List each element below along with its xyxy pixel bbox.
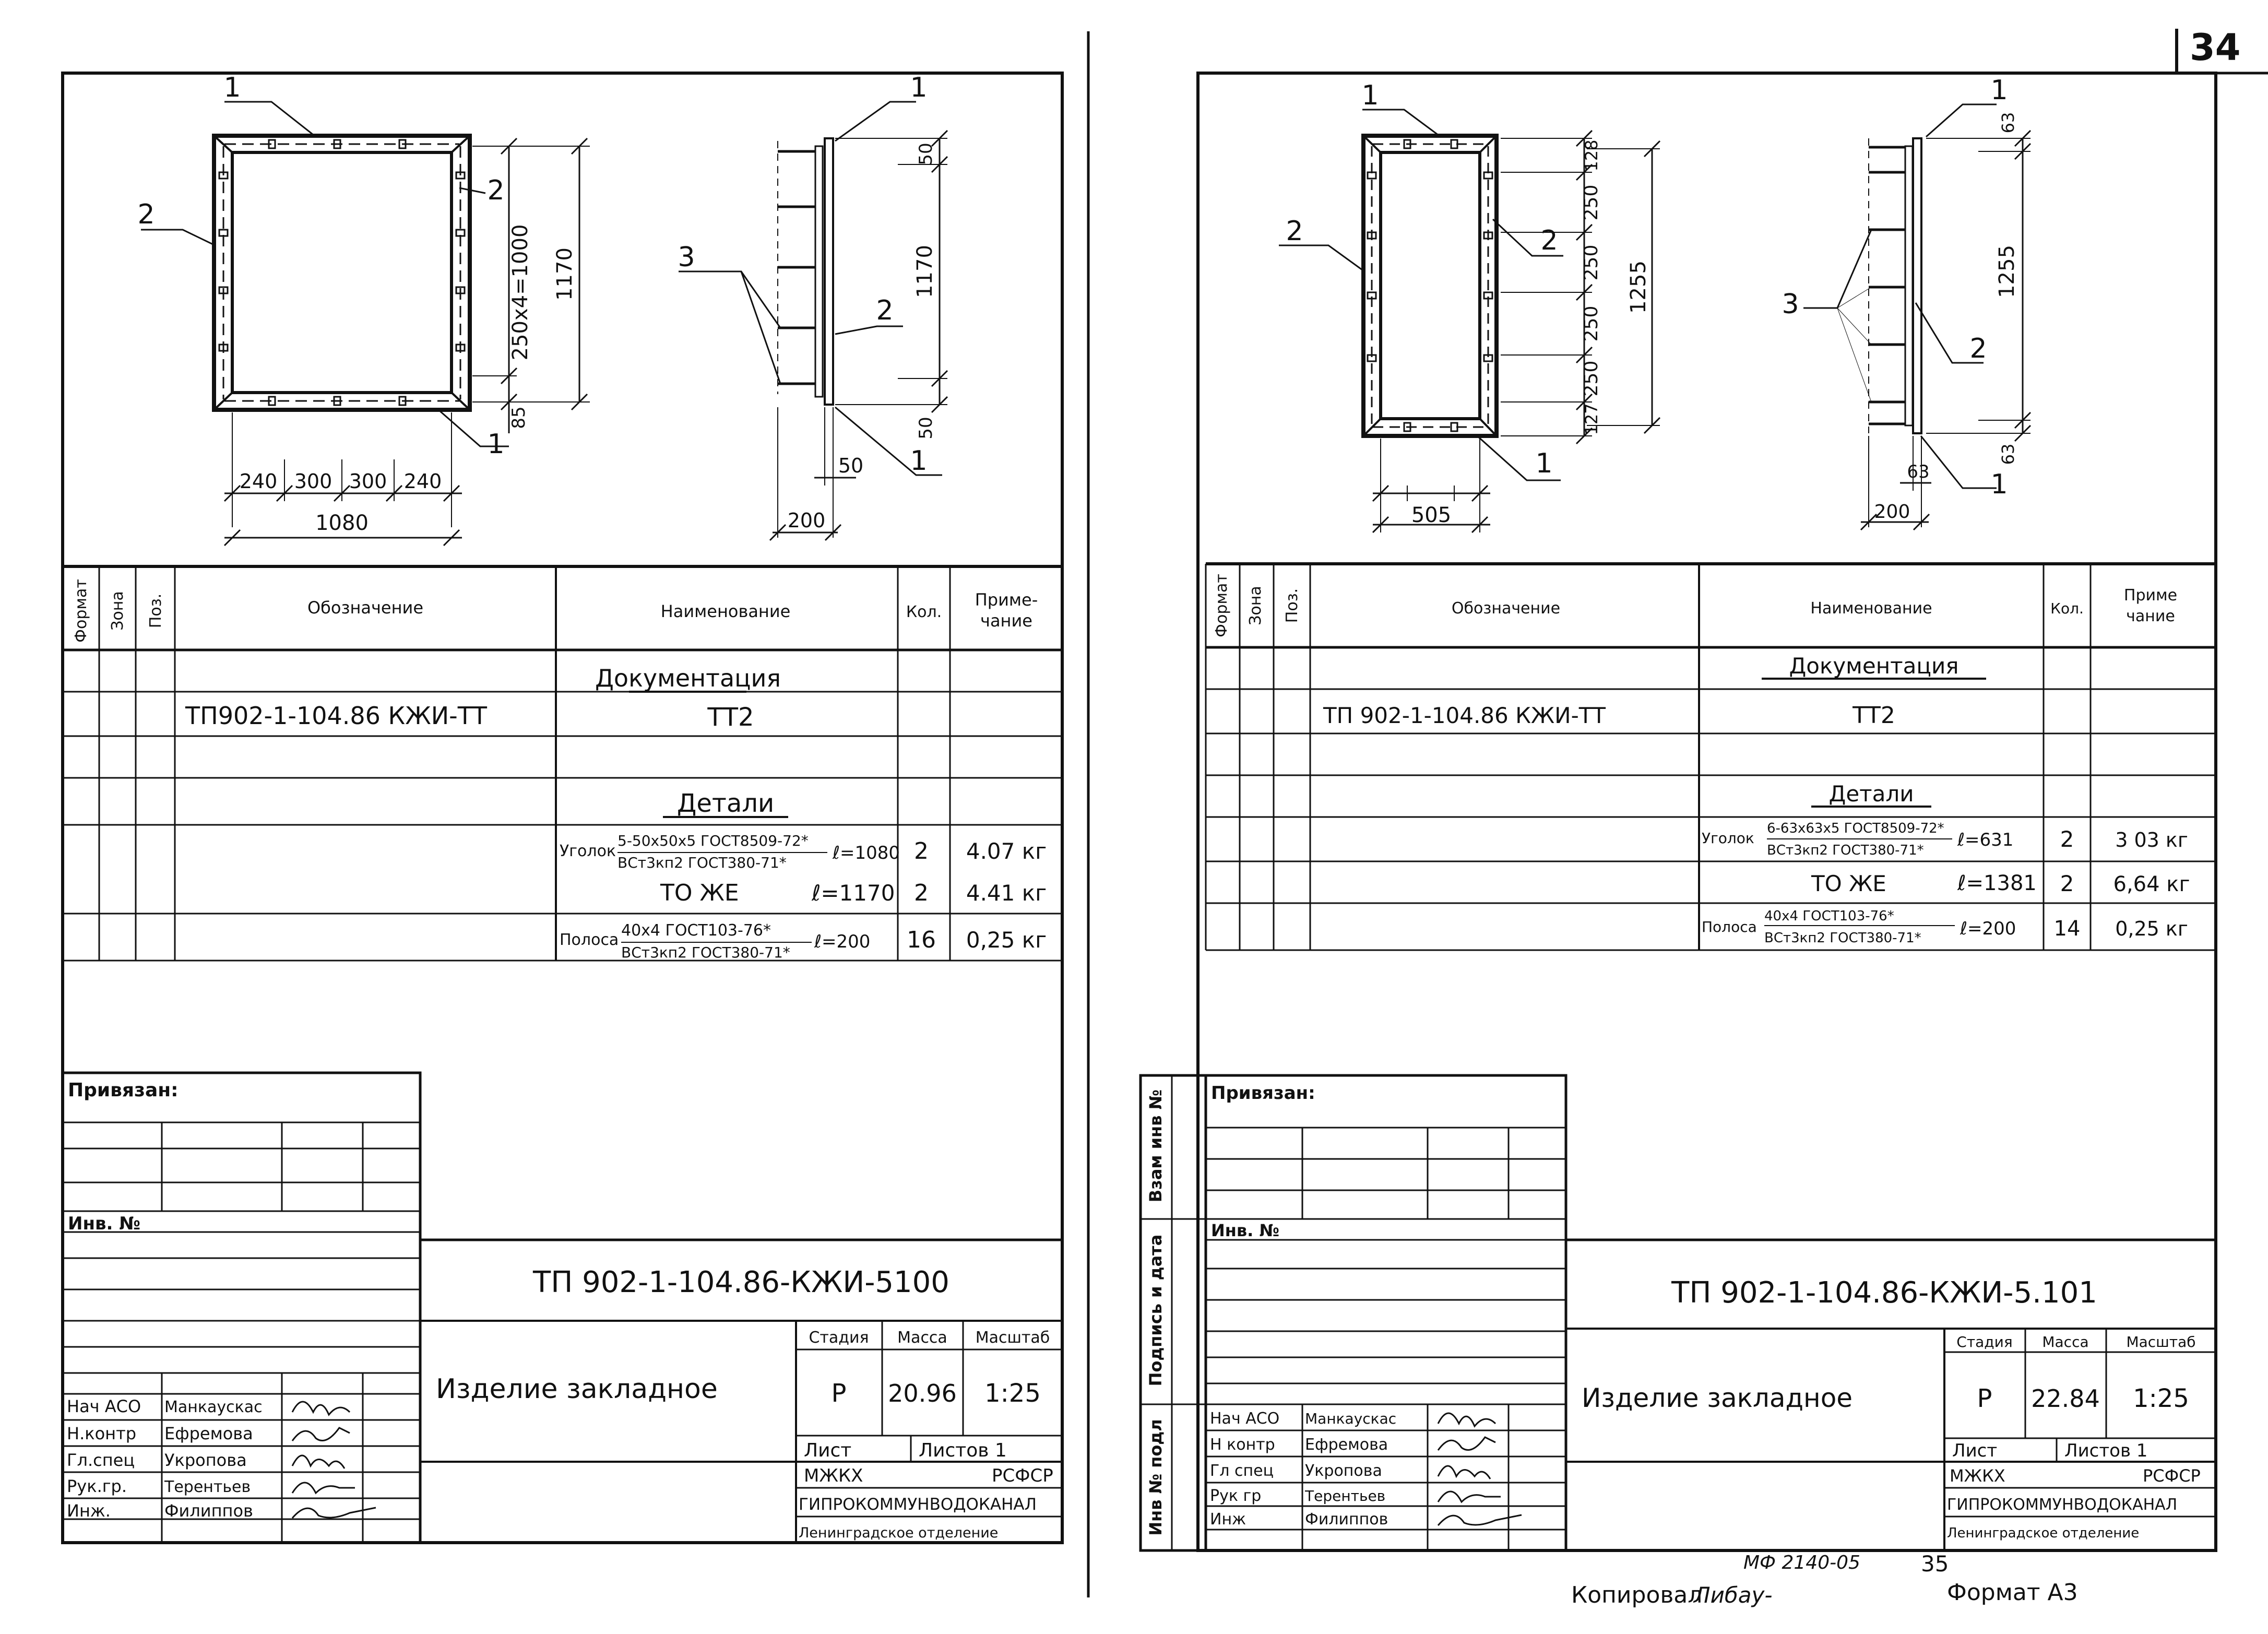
callout-1-bottom: 1 <box>487 429 505 460</box>
row1-num: 6-63х63х5 ГОСТ8509-72* <box>1767 821 1944 836</box>
dim-250-a: 250 <box>1581 184 1602 221</box>
header-mass: Масса <box>897 1329 947 1347</box>
dim-63-bottom: 63 <box>1998 443 2018 465</box>
role-1: Нач АСО <box>67 1396 141 1416</box>
row3-length: ℓ=200 <box>814 931 871 952</box>
dim-300-b: 300 <box>349 470 387 493</box>
person-5: Филиппов <box>164 1501 253 1521</box>
dim-300-a: 300 <box>294 470 333 493</box>
dim-250-b: 250 <box>1581 244 1602 281</box>
header-mass: Масса <box>2042 1333 2089 1351</box>
person-4: Терентьев <box>1305 1487 1386 1505</box>
header-scale: Масштаб <box>2126 1333 2196 1351</box>
row2-qty: 2 <box>2060 871 2074 896</box>
value-scale: 1:25 <box>984 1379 1041 1408</box>
callout-3: 3 <box>1782 289 1799 320</box>
page-number-box <box>2177 26 2268 73</box>
person-5: Филиппов <box>1305 1510 1388 1529</box>
callout-1-top: 1 <box>1990 75 2008 106</box>
dim-50-bottom: 50 <box>916 417 936 440</box>
callout-2-right: 2 <box>487 175 505 206</box>
row1-length: ℓ=631 <box>1957 830 2014 850</box>
person-3: Укропова <box>164 1450 247 1470</box>
label-signature-date: Подпись и дата <box>1146 1234 1166 1387</box>
header-zone: Зона <box>109 591 127 631</box>
label-sheet: Лист <box>804 1440 852 1461</box>
row1-num: 5-50х50х5 ГОСТ8509-72* <box>618 832 809 849</box>
dim-63-top: 63 <box>1998 112 2018 134</box>
dim-1080: 1080 <box>315 511 369 535</box>
header-scale: Масштаб <box>975 1329 1050 1347</box>
row1-prefix: Уголок <box>560 842 616 860</box>
dim-240-right: 240 <box>403 470 442 493</box>
spec-table <box>63 566 1062 961</box>
person-2: Ефремова <box>1305 1436 1388 1454</box>
section-details: Детали <box>1828 781 1914 807</box>
drawing-code: ТП 902-1-104.86-КЖИ-5100 <box>533 1265 949 1299</box>
person-4: Терентьев <box>164 1478 251 1496</box>
label-inv-podl: Инв № подл <box>1146 1419 1166 1536</box>
side-view <box>679 102 947 540</box>
header-note-2: чание <box>980 611 1032 631</box>
spec-table-text <box>72 579 1047 961</box>
copied-label: Копировал <box>1571 1582 1703 1608</box>
org-ministry: МЖКХ <box>804 1465 863 1486</box>
role-2: Н контр <box>1210 1436 1275 1454</box>
copied-signature: Либау- <box>1694 1582 1773 1608</box>
label-sheet: Лист <box>1952 1440 1998 1461</box>
label-sheets: Листов 1 <box>2064 1440 2148 1461</box>
callout-2-left: 2 <box>1286 216 1303 247</box>
org-institute: ГИПРОКОММУНВОДОКАНАЛ <box>1947 1496 2178 1514</box>
row3-prefix: Полоса <box>1702 918 1757 936</box>
side-strip-labels <box>1146 1090 1166 1536</box>
title-block-text <box>1210 1083 2201 1541</box>
dim-127: 127 <box>1582 403 1601 435</box>
person-1: Манкаускас <box>164 1398 263 1416</box>
dim-250x4: 250x4=1000 <box>508 224 532 361</box>
row1-den: ВСт3кп2 ГОСТ380-71* <box>1767 843 1924 858</box>
person-3: Укропова <box>1305 1462 1382 1480</box>
callout-2-left: 2 <box>137 199 155 230</box>
row3-qty: 16 <box>907 927 936 953</box>
header-format: Формат <box>1213 574 1231 637</box>
sheet-left <box>63 72 1062 1543</box>
row1-note: 3 03 кг <box>2115 828 2188 851</box>
org-branch: Ленинградское отделение <box>1947 1525 2140 1541</box>
row1-den: ВСт3кп2 ГОСТ380-71* <box>618 854 787 871</box>
format-label: Формат А3 <box>1947 1579 2078 1606</box>
dim-240-left: 240 <box>239 470 278 493</box>
header-format: Формат <box>72 579 90 643</box>
header-stage: Стадия <box>809 1329 869 1347</box>
org-ministry: МЖКХ <box>1950 1466 2005 1486</box>
callout-3: 3 <box>678 242 695 273</box>
plan-view <box>1279 110 1660 532</box>
callout-1-bottom: 1 <box>1535 448 1553 479</box>
person-1: Манкаускас <box>1305 1410 1397 1427</box>
dim-thickness: 50 <box>838 454 864 477</box>
org-branch: Ленинградское отделение <box>799 1525 999 1541</box>
row1-length: ℓ=1080 <box>833 843 900 863</box>
row3-note: 0,25 кг <box>966 927 1047 953</box>
callout-2-right: 2 <box>1540 225 1558 256</box>
label-vzam-inv: Взам инв № <box>1146 1089 1166 1203</box>
callout-1-top: 1 <box>1361 80 1379 111</box>
row3-den: ВСт3кп2 ГОСТ380-71* <box>621 944 790 961</box>
dim-1255: 1255 <box>1995 245 2019 298</box>
dim-1170: 1170 <box>553 247 577 301</box>
org-republic: РСФСР <box>992 1465 1053 1486</box>
row2-text: ТО ЖЕ <box>1811 871 1886 896</box>
header-note-2: чание <box>2126 607 2175 625</box>
role-1: Нач АСО <box>1210 1410 1280 1428</box>
header-qty: Кол. <box>906 603 942 621</box>
dim-50-top: 50 <box>916 143 936 165</box>
row1-prefix: Уголок <box>1702 830 1754 847</box>
side-view-labels <box>1782 75 2019 523</box>
footer <box>1571 1551 2078 1608</box>
value-mass: 22.84 <box>2031 1384 2100 1413</box>
doc-name: ТТ2 <box>707 703 754 732</box>
role-3: Гл спец <box>1210 1462 1274 1480</box>
doc-designation: ТП 902-1-104.86 КЖИ-ТТ <box>1323 703 1606 728</box>
product-name: Изделие закладное <box>436 1373 718 1405</box>
header-note-1: Приме <box>2123 586 2178 605</box>
row2-qty: 2 <box>914 880 929 906</box>
header-note-1: Приме- <box>975 590 1038 610</box>
row3-den: ВСт3кп2 ГОСТ380-71* <box>1764 930 1921 946</box>
role-4: Рук.гр. <box>67 1476 127 1496</box>
side-view-labels <box>678 72 937 532</box>
row2-length: ℓ=1170 <box>812 880 895 906</box>
person-2: Ефремова <box>164 1424 253 1443</box>
dim-250-c: 250 <box>1581 305 1602 342</box>
callout-1-bottom: 1 <box>910 445 928 477</box>
role-4: Рук гр <box>1210 1487 1262 1505</box>
row3-num: 40х4 ГОСТ103-76* <box>1764 908 1894 924</box>
value-stage: Р <box>831 1379 847 1408</box>
value-mass: 20.96 <box>888 1379 957 1407</box>
dim-505: 505 <box>1411 503 1452 527</box>
callout-1-top: 1 <box>223 72 241 103</box>
dim-128: 128 <box>1582 139 1601 172</box>
row3-length: ℓ=200 <box>1960 918 2016 939</box>
label-sheets: Листов 1 <box>919 1440 1007 1461</box>
org-republic: РСФСР <box>2143 1466 2201 1486</box>
callout-2: 2 <box>1969 333 1987 364</box>
row3-num: 40х4 ГОСТ103-76* <box>621 921 771 940</box>
value-stage: Р <box>1977 1384 1992 1413</box>
org-institute: ГИПРОКОММУНВОДОКАНАЛ <box>799 1495 1037 1514</box>
doc-designation: ТП902-1-104.86 КЖИ-ТТ <box>185 702 487 730</box>
row2-text: ТО ЖЕ <box>660 880 739 906</box>
mf-page: 35 <box>1921 1551 1949 1577</box>
row1-note: 4.07 кг <box>966 838 1047 864</box>
header-pos: Поз. <box>147 593 165 629</box>
dim-85: 85 <box>508 406 529 429</box>
role-5: Инж <box>1210 1510 1246 1529</box>
label-inv: Инв. № <box>1211 1221 1279 1240</box>
role-5: Инж. <box>67 1501 111 1521</box>
section-details: Детали <box>676 789 775 818</box>
drawing-code: ТП 902-1-104.86-КЖИ-5.101 <box>1671 1276 2097 1310</box>
row3-note: 0,25 кг <box>2115 917 2188 940</box>
dim-250-d: 250 <box>1581 360 1602 397</box>
product-name: Изделие закладное <box>1582 1383 1853 1413</box>
row1-qty: 2 <box>914 838 929 865</box>
header-name: Наименование <box>660 601 791 621</box>
dim-200: 200 <box>787 509 826 532</box>
doc-name: ТТ2 <box>1853 702 1895 729</box>
row2-note: 6,64 кг <box>2113 872 2190 896</box>
label-privyazan: Привязан: <box>68 1080 179 1101</box>
row2-length: ℓ=1381 <box>1957 871 2037 895</box>
callout-1-bottom: 1 <box>1990 469 2008 500</box>
header-qty: Кол. <box>2050 600 2084 617</box>
label-privyazan: Привязан: <box>1211 1083 1315 1104</box>
header-stage: Стадия <box>1956 1333 2013 1351</box>
sheet-right <box>1141 73 2216 1550</box>
plan-view-labels <box>137 72 577 535</box>
label-inv: Инв. № <box>68 1213 141 1234</box>
header-zone: Зона <box>1246 586 1265 625</box>
dim-1170: 1170 <box>913 245 937 298</box>
dim-thickness: 63 <box>1907 461 1930 482</box>
role-2: Н.контр <box>67 1424 137 1443</box>
header-pos: Поз. <box>1283 588 1301 623</box>
callout-2: 2 <box>876 295 894 326</box>
page-number: 34 <box>2190 26 2241 69</box>
header-name: Наименование <box>1810 599 1932 618</box>
row2-note: 4.41 кг <box>966 880 1047 906</box>
value-scale: 1:25 <box>2133 1384 2189 1413</box>
row3-qty: 14 <box>2053 917 2081 941</box>
callout-1-top: 1 <box>910 72 928 103</box>
role-3: Гл.спец <box>67 1450 135 1470</box>
section-documentation: Документация <box>595 664 781 692</box>
row3-prefix: Полоса <box>560 931 619 949</box>
dim-1255: 1255 <box>1626 261 1650 314</box>
plan-view-labels <box>1286 80 1650 527</box>
header-designation: Обозначение <box>1451 599 1561 618</box>
title-block <box>63 1073 1062 1543</box>
section-documentation: Документация <box>1789 653 1959 679</box>
row1-qty: 2 <box>2060 826 2074 852</box>
mf-code: МФ 2140-05 <box>1743 1552 1860 1573</box>
header-designation: Обозначение <box>307 598 424 618</box>
dim-200: 200 <box>1874 501 1910 523</box>
